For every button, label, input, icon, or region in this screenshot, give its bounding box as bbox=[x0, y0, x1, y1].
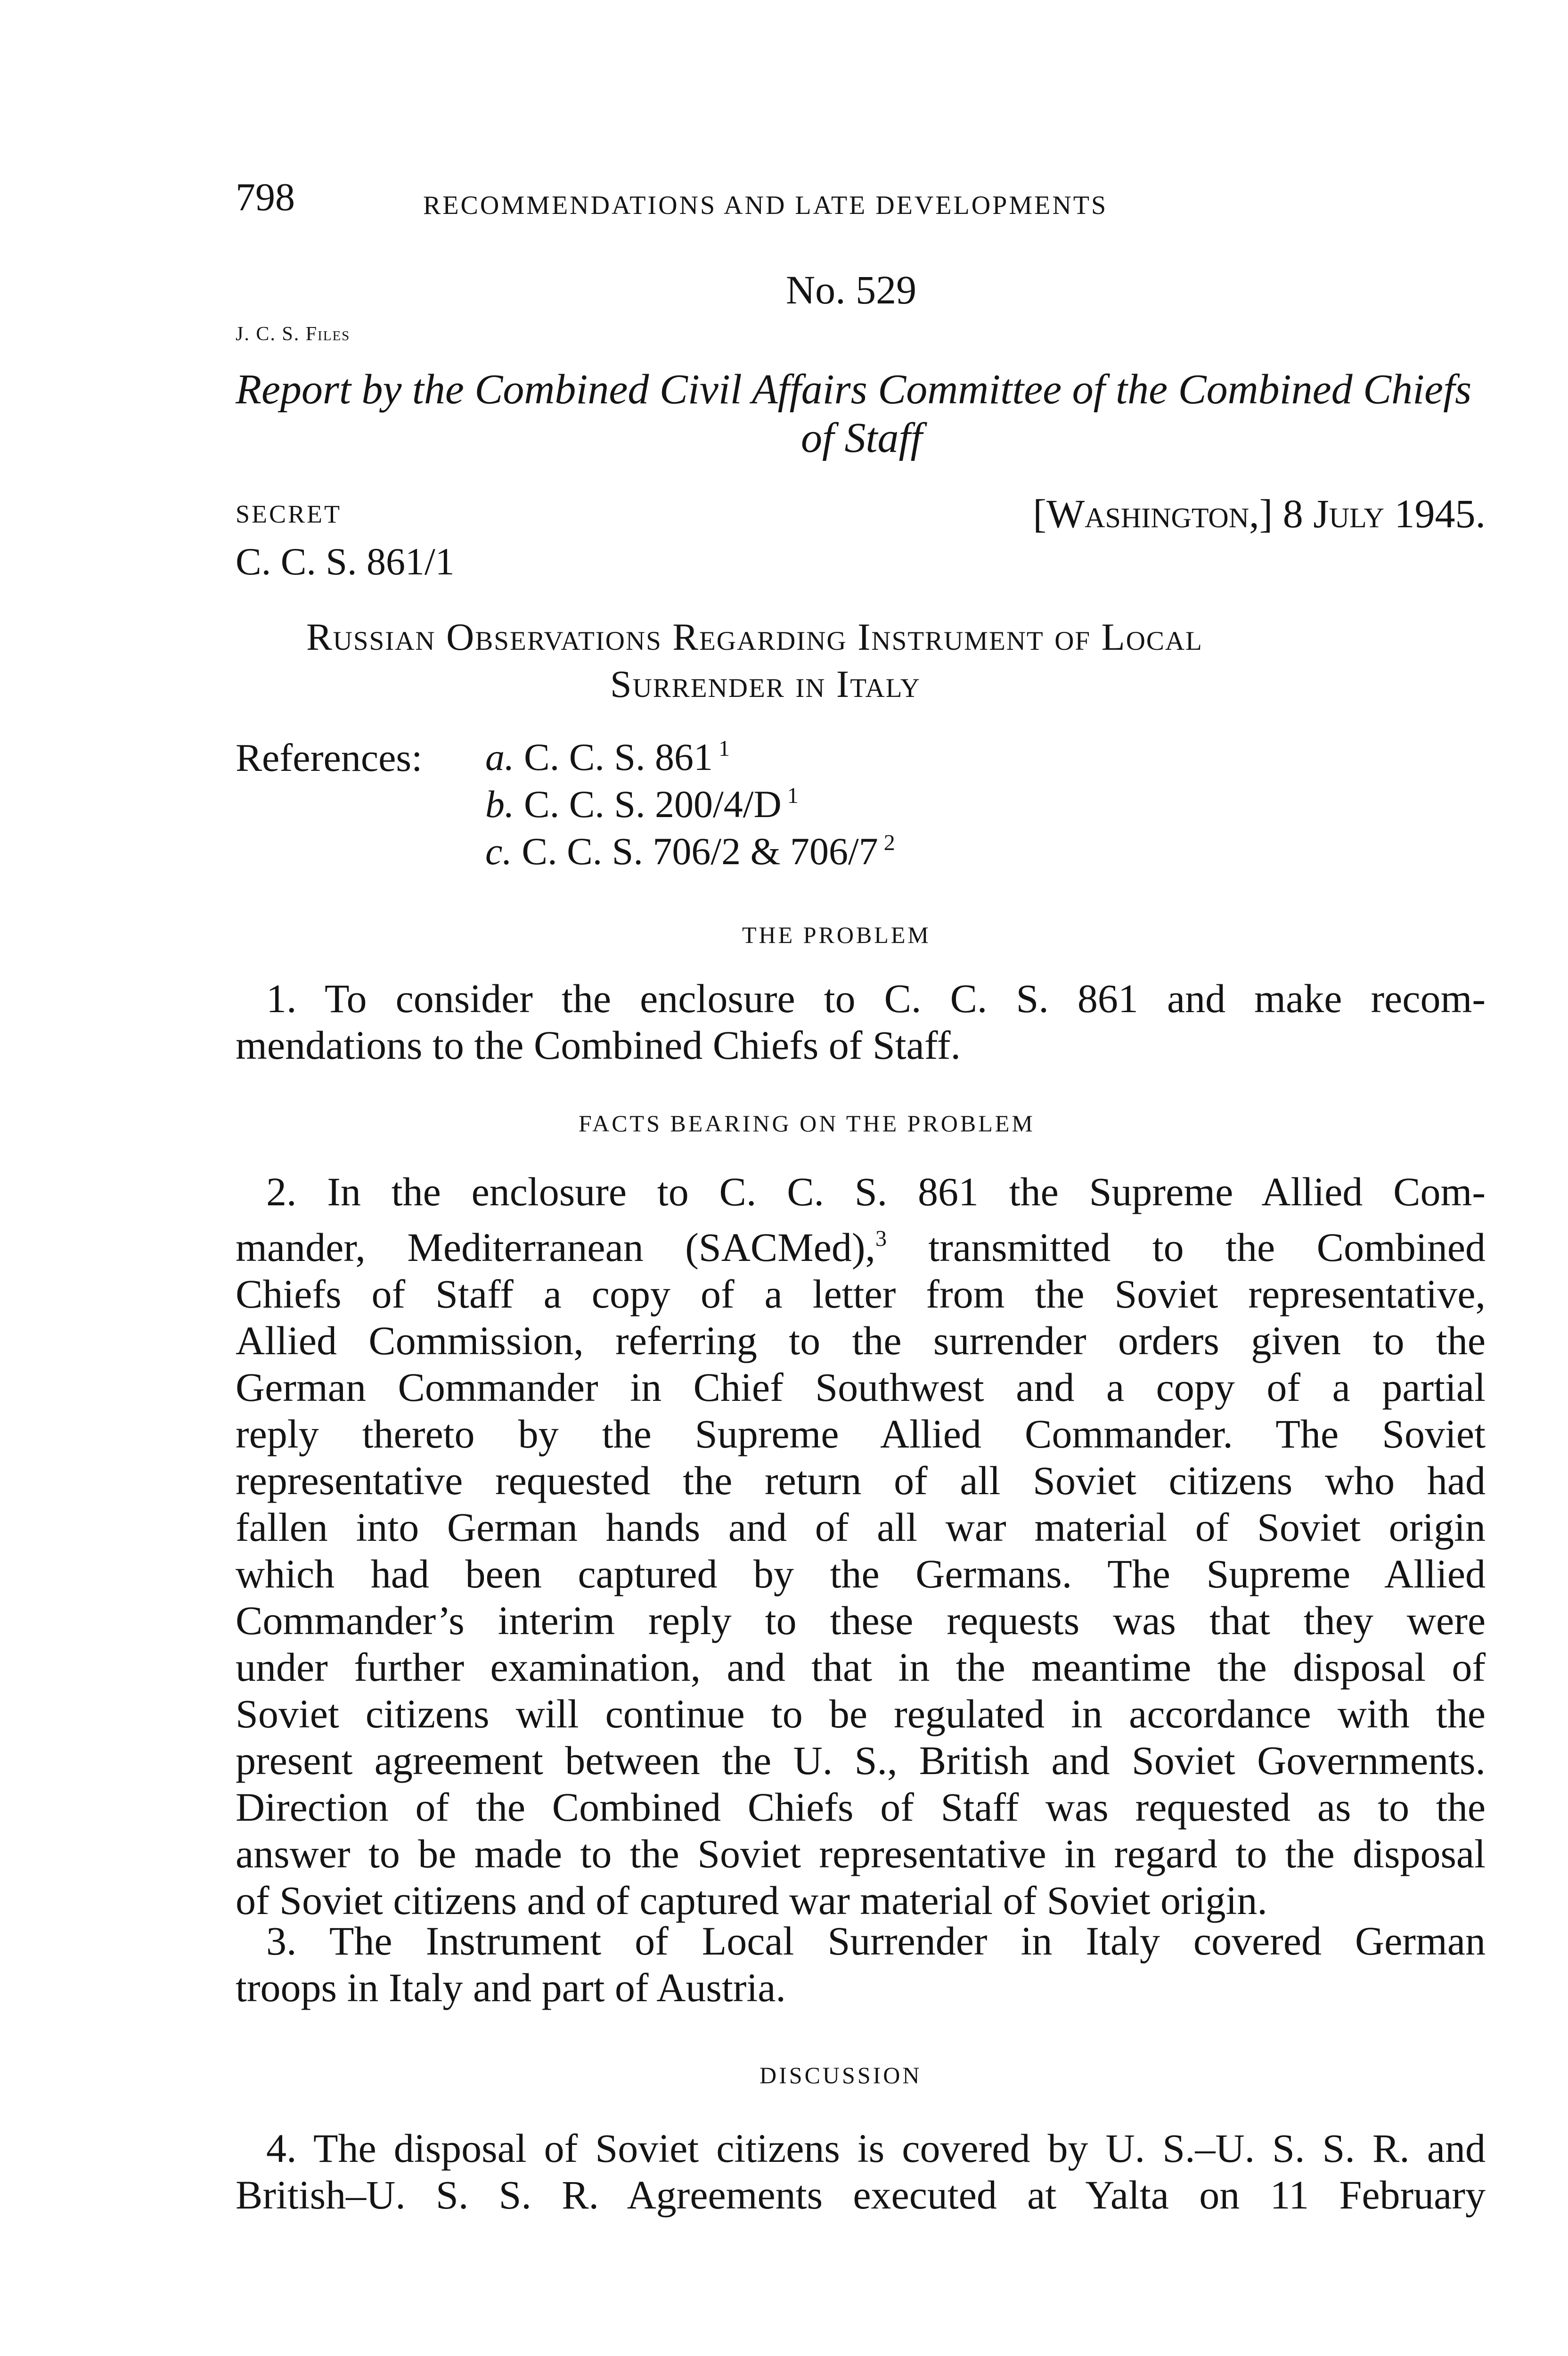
subject-line-1: Russian Observations Regarding Instrument of Local bbox=[306, 615, 1203, 658]
text-line: troops in Italy and part of Austria. bbox=[236, 1965, 786, 2010]
document-number: No. 529 bbox=[786, 267, 917, 312]
ccs-number: C. C. S. 861/1 bbox=[236, 540, 455, 583]
text-line: of Soviet citizens and of captured war material of Soviet origin. bbox=[236, 1878, 1267, 1923]
reference-letter: a. bbox=[485, 736, 514, 778]
text-line: fallen into German hands and of all war material of Soviet origin bbox=[236, 1505, 1486, 1550]
text-line: British–U. S. S. R. Agreements executed at Yalta on 11 February bbox=[236, 2172, 1486, 2217]
subject-line-2: Surrender in Italy bbox=[610, 663, 921, 705]
reference-text: C. C. S. 706/2 & 706/7 bbox=[522, 830, 878, 873]
reference-text: C. C. S. 200/4/D bbox=[524, 783, 782, 826]
text-line: 1. To consider the enclosure to C. C. S. 861 and make recom- bbox=[266, 976, 1486, 1021]
reference-text: C. C. S. 861 bbox=[524, 736, 713, 778]
text-line: which had been captured by the Germans. The Supreme Allied bbox=[236, 1551, 1486, 1596]
footnote-marker: 1 bbox=[719, 736, 730, 761]
text-line: Chiefs of Staff a copy of a letter from the Soviet representative, bbox=[236, 1271, 1486, 1317]
text-line: Commander’s interim reply to these requests was that they were bbox=[236, 1598, 1486, 1643]
section-heading-problem: THE PROBLEM bbox=[742, 922, 931, 948]
text-fragment: transmitted to the Combined bbox=[886, 1225, 1486, 1270]
page-number: 798 bbox=[236, 175, 295, 219]
text-line: Allied Commission, referring to the surrender orders given to the bbox=[236, 1318, 1486, 1363]
text-fragment: mander, Mediterranean (SACMed), bbox=[236, 1225, 875, 1270]
text-line: under further examination, and that in the meantime the disposal of bbox=[236, 1644, 1486, 1690]
text-line: mendations to the Combined Chiefs of Staff. bbox=[236, 1023, 961, 1068]
text-line: answer to be made to the Soviet representative in regard to the disposal bbox=[236, 1831, 1486, 1876]
paragraph-2 bbox=[236, 1169, 1486, 1924]
footnote-marker: 1 bbox=[787, 783, 799, 808]
text-line: representative requested the return of all Soviet citizens who had bbox=[236, 1458, 1486, 1503]
footnote-marker: 2 bbox=[883, 830, 895, 855]
reference-item bbox=[485, 782, 799, 826]
document-source: J. C. S. Files bbox=[236, 323, 351, 345]
paragraph-1 bbox=[236, 975, 1486, 1069]
references-label: References: bbox=[236, 736, 423, 780]
text-line: reply thereto by the Supreme Allied Commander. The Soviet bbox=[236, 1411, 1486, 1456]
text-line bbox=[236, 1215, 1486, 1271]
section-heading-facts: FACTS BEARING ON THE PROBLEM bbox=[579, 1110, 1035, 1137]
text-line: 4. The disposal of Soviet citizens is covered by U. S.–U. S. S. R. and bbox=[266, 2126, 1486, 2171]
place-and-date: [Washington,] 8 July 1945. bbox=[1033, 491, 1486, 536]
text-line: 3. The Instrument of Local Surrender in Italy covered German bbox=[266, 1918, 1486, 1963]
reference-letter: c. bbox=[485, 830, 512, 873]
document-title-line-2: of Staff bbox=[801, 415, 923, 461]
paragraph-4 bbox=[236, 2125, 1486, 2218]
paragraph-3 bbox=[236, 1918, 1486, 2011]
reference-letter: b. bbox=[485, 783, 514, 826]
footnote-marker: 3 bbox=[875, 1226, 887, 1251]
text-line: present agreement between the U. S., British and Soviet Governments. bbox=[236, 1738, 1486, 1783]
text-line: German Commander in Chief Southwest and a copy of a partial bbox=[236, 1365, 1486, 1410]
document-title-line-1: Report by the Combined Civil Affairs Committee of the Combined Chiefs bbox=[236, 366, 1472, 413]
running-title: RECOMMENDATIONS AND LATE DEVELOPMENTS bbox=[423, 191, 1108, 220]
reference-item bbox=[485, 735, 730, 779]
reference-item bbox=[485, 829, 895, 874]
section-heading-discussion: DISCUSSION bbox=[760, 2062, 922, 2088]
text-line: Soviet citizens will continue to be regulated in accordance with the bbox=[236, 1691, 1486, 1736]
text-line: Direction of the Combined Chiefs of Staff was requested as to the bbox=[236, 1784, 1486, 1830]
classification-label: SECRET bbox=[236, 500, 342, 528]
text-line: 2. In the enclosure to C. C. S. 861 the Supreme Allied Com- bbox=[266, 1169, 1486, 1214]
